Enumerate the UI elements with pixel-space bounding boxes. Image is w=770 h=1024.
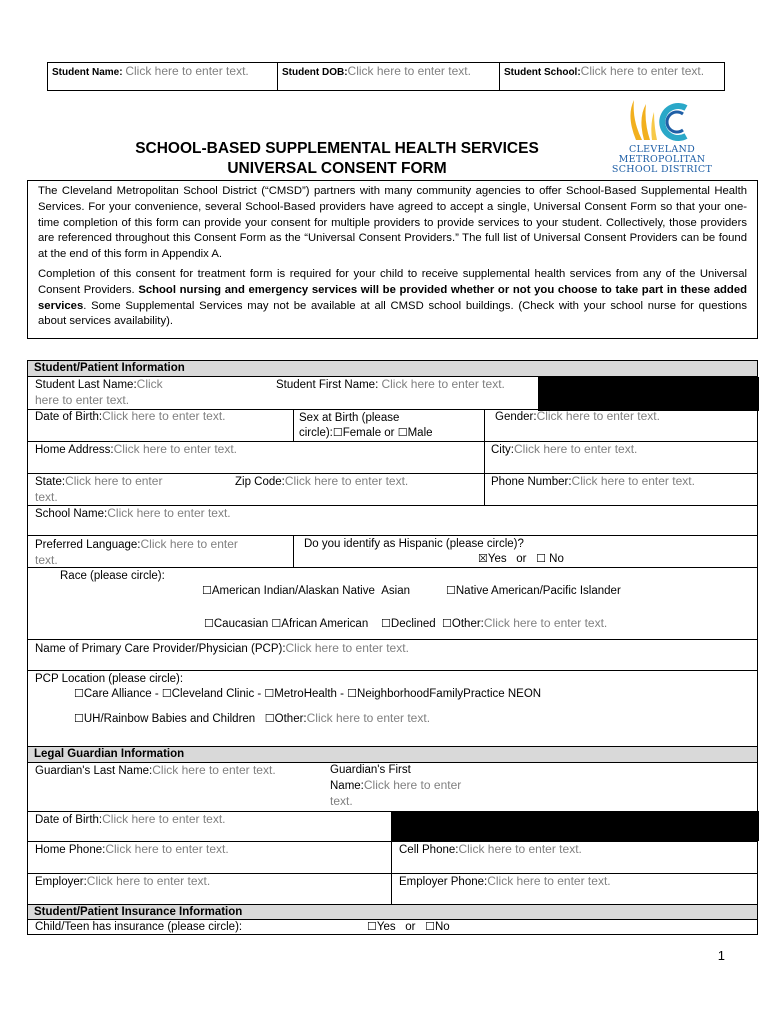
state-input-cont[interactable]: text. — [35, 490, 58, 504]
gender-input[interactable]: Click here to enter text. — [536, 409, 660, 423]
title-line-2: UNIVERSAL CONSENT FORM — [227, 160, 447, 177]
insurance-options — [367, 920, 450, 935]
student-section-header: Student/Patient Information — [28, 361, 757, 376]
employer-phone-input[interactable]: Click here to enter text. — [487, 874, 611, 888]
pcp-location-row-1 — [74, 687, 541, 702]
cmsd-logo — [606, 96, 718, 178]
race-ai-checkbox[interactable]: ☐ — [202, 585, 212, 597]
home-address-field[interactable] — [35, 442, 237, 458]
employer-input[interactable]: Click here to enter text. — [86, 874, 211, 888]
race-napi-checkbox[interactable]: ☐ — [446, 585, 456, 597]
logo-line-2: METROPOLITAN — [618, 154, 706, 165]
guardian-last-name-label: Guardian's Last Name: — [35, 765, 153, 777]
student-dob-cell[interactable] — [278, 63, 500, 90]
insurance-or: or — [405, 921, 416, 933]
pcp-mh-checkbox[interactable]: ☐ — [264, 688, 275, 700]
pcp-location-row-2 — [74, 711, 430, 727]
pcp-nfp-label: NeighborhoodFamilyPractice NEON — [357, 688, 542, 700]
student-last-name-field[interactable] — [35, 377, 265, 409]
hispanic-no-label: No — [549, 553, 564, 565]
title-line-1: SCHOOL-BASED SUPPLEMENTAL HEALTH SERVICES — [135, 140, 539, 157]
insurance-no-checkbox[interactable]: ☐ — [425, 921, 435, 933]
pcp-location-label: PCP Location (please circle): — [35, 673, 184, 685]
race-declined-label: Declined — [390, 618, 436, 630]
state-input[interactable]: Click here to enter — [65, 474, 163, 488]
city-label: City: — [491, 444, 514, 456]
insurance-section-header: Student/Patient Insurance Information — [28, 905, 757, 919]
zip-input[interactable]: Click here to enter text. — [284, 474, 409, 488]
home-address-input[interactable]: Click here to enter text. — [113, 442, 238, 456]
cell-phone-field[interactable] — [399, 842, 582, 858]
race-label: Race (please circle): — [60, 570, 165, 582]
race-caucasian-checkbox[interactable]: ☐ — [204, 618, 214, 630]
student-dob-input[interactable]: Click here to enter text. — [347, 64, 471, 78]
intro-p2-end: . Some Supplemental Services may not be available at all CMSD school buildings. (Check with your school nurse for questions about services availability). — [38, 299, 747, 328]
employer-phone-field[interactable] — [399, 874, 611, 890]
race-ai-label: American Indian/Alaskan Native — [211, 585, 375, 597]
hispanic-no-checkbox[interactable]: ☐ — [536, 553, 546, 565]
employer-phone-label: Employer Phone: — [399, 876, 488, 888]
school-name-input[interactable]: Click here to enter text. — [107, 506, 231, 520]
logo-line-1: CLEVELAND — [628, 144, 696, 155]
state-label: State: — [35, 476, 66, 488]
race-aa-label: African American — [281, 618, 369, 630]
student-dob-field[interactable] — [35, 409, 226, 425]
guardian-dob-input[interactable]: Click here to enter text. — [102, 812, 226, 826]
guardian-first-name-label-2: Name: — [330, 780, 364, 792]
hispanic-question: Do you identify as Hispanic (please circle)? — [304, 538, 524, 550]
male-checkbox[interactable]: ☐ — [397, 427, 408, 439]
pcp-name-field[interactable] — [35, 641, 409, 657]
employer-label: Employer: — [35, 876, 87, 888]
pcp-cc-label: Cleveland Clinic - — [171, 688, 265, 700]
student-name-cell[interactable] — [48, 63, 278, 90]
employer-field[interactable] — [35, 874, 210, 890]
student-name-input[interactable]: Click here to enter text. — [125, 64, 249, 78]
city-field[interactable] — [491, 442, 637, 458]
race-asian-label: Asian — [381, 585, 411, 597]
redacted-block — [538, 377, 759, 411]
guardian-last-name-input[interactable]: Click here to enter text. — [152, 763, 276, 777]
pcp-mh-label: MetroHealth - — [274, 688, 348, 700]
student-dob-label: Date of Birth: — [35, 411, 103, 423]
gender-label: Gender: — [495, 411, 537, 423]
hispanic-or: or — [516, 553, 527, 565]
student-name-label: Student Name: — [52, 67, 123, 78]
school-name-field[interactable] — [35, 506, 231, 522]
hispanic-field — [304, 537, 604, 567]
phone-field[interactable] — [491, 474, 695, 490]
intro-paragraph-2 — [38, 267, 747, 330]
phone-label: Phone Number: — [491, 476, 572, 488]
has-insurance-label: Child/Teen has insurance (please circle): — [35, 921, 243, 933]
hispanic-yes-label: Yes — [487, 553, 507, 565]
race-other-checkbox[interactable]: ☐ — [442, 618, 452, 630]
student-last-name-input-cont[interactable]: here to enter text. — [35, 393, 130, 407]
zip-label: Zip Code: — [235, 476, 285, 488]
phone-input[interactable]: Click here to enter text. — [571, 474, 695, 488]
guardian-dob-label: Date of Birth: — [35, 814, 103, 826]
student-first-name-label: Student First Name: — [276, 379, 379, 391]
guardian-last-name-field[interactable] — [35, 763, 276, 779]
intro-paragraph-1: The Cleveland Metropolitan School District (“CMSD”) partners with many community agencies to offer School-Based Supplemental Health Services. For your convenience, several School-Based providers have agreed to accept a single, Universal Consent Form so that your one-time completion of this form can provide your consent for multiple providers to provide services to your student. Collectively, those providers are referenced throughout this Consent Form as the “Universal Consent Providers.” The full list of Universal Consent Providers can be found at the end of this form in Appendix A. — [38, 185, 747, 261]
student-last-name-label: Student Last Name: — [35, 379, 137, 391]
female-checkbox[interactable]: ☐ — [332, 427, 343, 439]
pcp-uh-checkbox[interactable]: ☐ — [74, 713, 84, 725]
student-school-input[interactable]: Click here to enter text. — [580, 64, 705, 78]
female-label: Female or — [342, 427, 398, 439]
race-aa-checkbox[interactable]: ☐ — [271, 618, 282, 630]
pcp-name-input[interactable]: Click here to enter text. — [285, 641, 409, 655]
student-first-name-field[interactable] — [276, 377, 546, 393]
preferred-language-input[interactable]: Click here to enter — [140, 537, 238, 551]
student-last-name-input[interactable]: Click — [136, 377, 163, 391]
school-name-label: School Name: — [35, 508, 108, 520]
race-other-label: Other: — [451, 618, 484, 630]
pcp-other-input[interactable]: Click here to enter text. — [306, 711, 431, 725]
consent-form-table — [27, 360, 758, 935]
cell-phone-label: Cell Phone: — [399, 844, 459, 856]
intro-p2-start: Completion of this consent for treatment form is required for your child to receive supplemental health services from any of the Universal Consent Providers. — [38, 267, 747, 296]
race-declined-checkbox[interactable]: ☐ — [381, 618, 391, 630]
intro-box — [27, 180, 758, 339]
sex-label-line1: Sex at Birth (please — [299, 412, 400, 424]
redacted-block-2 — [391, 811, 759, 841]
race-other-input[interactable]: Click here to enter text. — [483, 616, 608, 630]
student-school-cell[interactable] — [500, 63, 724, 90]
home-phone-label: Home Phone: — [35, 844, 106, 856]
page-title — [60, 139, 614, 179]
guardian-first-name-label-1: Guardian's First — [330, 764, 411, 776]
insurance-yes-label: Yes — [376, 921, 396, 933]
student-dob-input[interactable]: Click here to enter text. — [102, 409, 226, 423]
preferred-language-field[interactable] — [35, 537, 285, 569]
zip-field[interactable] — [235, 474, 408, 490]
guardian-first-name-field[interactable] — [330, 763, 510, 810]
student-first-name-input[interactable]: Click here to enter text. — [381, 377, 505, 391]
home-phone-input[interactable]: Click here to enter text. — [105, 842, 229, 856]
pcp-nfp-checkbox[interactable]: ☐ — [347, 688, 358, 700]
pcp-uh-label: UH/Rainbow Babies and Children — [83, 713, 256, 725]
cell-phone-input[interactable]: Click here to enter text. — [458, 842, 582, 856]
preferred-language-input-cont[interactable]: text. — [35, 553, 58, 567]
insurance-no-label: No — [434, 921, 450, 933]
insurance-yes-checkbox[interactable]: ☐ — [367, 921, 377, 933]
gender-field[interactable] — [495, 409, 660, 425]
pcp-cc-checkbox[interactable]: ☐ — [161, 688, 172, 700]
guardian-dob-field[interactable] — [35, 812, 226, 828]
guardian-section-header: Legal Guardian Information — [28, 747, 757, 762]
race-napi-label: Native American/Pacific Islander — [455, 585, 621, 597]
race-napi — [446, 584, 621, 599]
pcp-care-checkbox[interactable]: ☐ — [74, 688, 84, 700]
intro-p2-bold: School nursing and emergency services will be provided whether or not you choose to take part in these added services — [38, 283, 748, 312]
pcp-other-checkbox[interactable]: ☐ — [264, 713, 275, 725]
guardian-first-name-input[interactable]: Click here to enter — [363, 778, 462, 792]
race-caucasian-label: Caucasian — [213, 618, 269, 630]
page-number: 1 — [717, 948, 725, 963]
pcp-other-label: Other: — [274, 713, 307, 725]
race-row-2 — [204, 616, 607, 632]
sex-label-line2: circle): — [299, 427, 333, 439]
student-dob-label: Student DOB: — [282, 67, 348, 78]
student-school-label: Student School: — [504, 67, 581, 78]
preferred-language-label: Preferred Language: — [35, 539, 141, 551]
pcp-care-label: Care Alliance - — [83, 688, 162, 700]
hispanic-yes-checkbox[interactable]: ☒ — [478, 553, 488, 565]
guardian-first-name-input-cont[interactable]: text. — [330, 794, 353, 808]
logo-line-3: SCHOOL DISTRICT — [611, 164, 713, 175]
home-address-label: Home Address: — [35, 444, 114, 456]
home-phone-field[interactable] — [35, 842, 229, 858]
cmsd-logo-mark — [606, 96, 718, 146]
student-header-table — [47, 62, 725, 91]
pcp-name-label: Name of Primary Care Provider/Physician (PCP): — [35, 643, 286, 655]
state-field[interactable] — [35, 474, 195, 506]
race-row-1 — [202, 584, 410, 599]
city-input[interactable]: Click here to enter text. — [514, 442, 638, 456]
sex-at-birth-field — [299, 411, 489, 441]
male-label: Male — [407, 427, 433, 439]
